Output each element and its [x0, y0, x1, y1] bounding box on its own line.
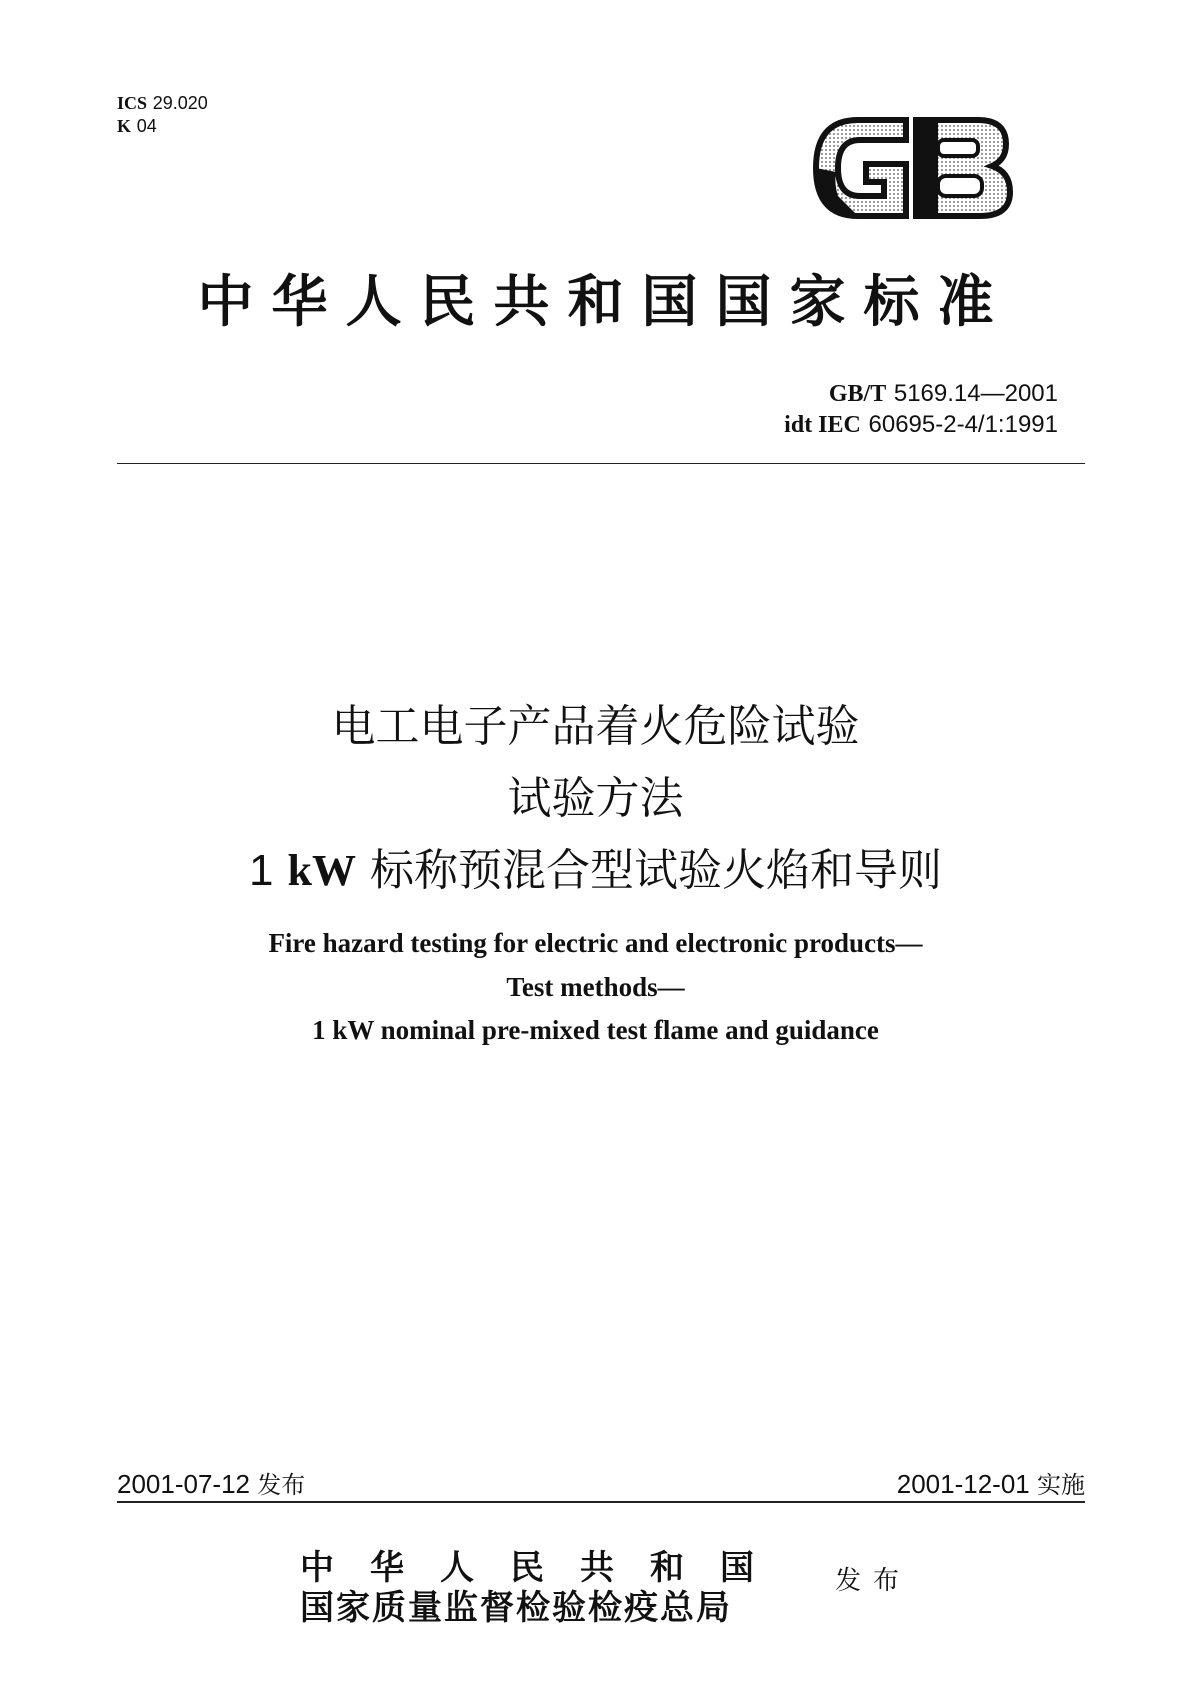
national-standard-title: 中华人民共和国国家标准	[197, 269, 1012, 335]
cn-title-line1: 电工电子产品着火危险试验	[331, 701, 860, 752]
classification-codes	[117, 92, 208, 138]
idt-reference: idt IEC 60695-2-4/1:1991	[784, 411, 1058, 438]
issue-date: 2001-07-12 发布	[117, 1469, 306, 1499]
publisher-line2: 国家质量监督检验检疫总局	[300, 1588, 732, 1628]
ics-line: ICS 29.020	[117, 93, 208, 113]
en-title-line3: 1 kW nominal pre-mixed test flame and guidance	[312, 1015, 879, 1045]
implementation-date: 2001-12-01 实施	[896, 1469, 1085, 1499]
footer-divider	[117, 1501, 1085, 1503]
publisher-line1: 中华人民共和国	[300, 1548, 790, 1588]
cn-title-line2: 试验方法	[507, 773, 684, 824]
cn-title-line3: 1 kW 标称预混合型试验火焰和导则	[249, 845, 942, 896]
en-title-line1: Fire hazard testing for electric and electronic products—	[268, 928, 923, 958]
ccs-line: K 04	[117, 116, 157, 136]
en-title-line2: Test methods—	[506, 972, 685, 1002]
gb-logo-icon	[808, 112, 1018, 224]
header-divider	[117, 463, 1085, 464]
publish-label: 发布	[835, 1566, 912, 1596]
gb-logo	[808, 112, 1018, 224]
standard-number-block	[784, 378, 1058, 440]
standard-number: GB/T 5169.14—2001	[828, 380, 1058, 407]
